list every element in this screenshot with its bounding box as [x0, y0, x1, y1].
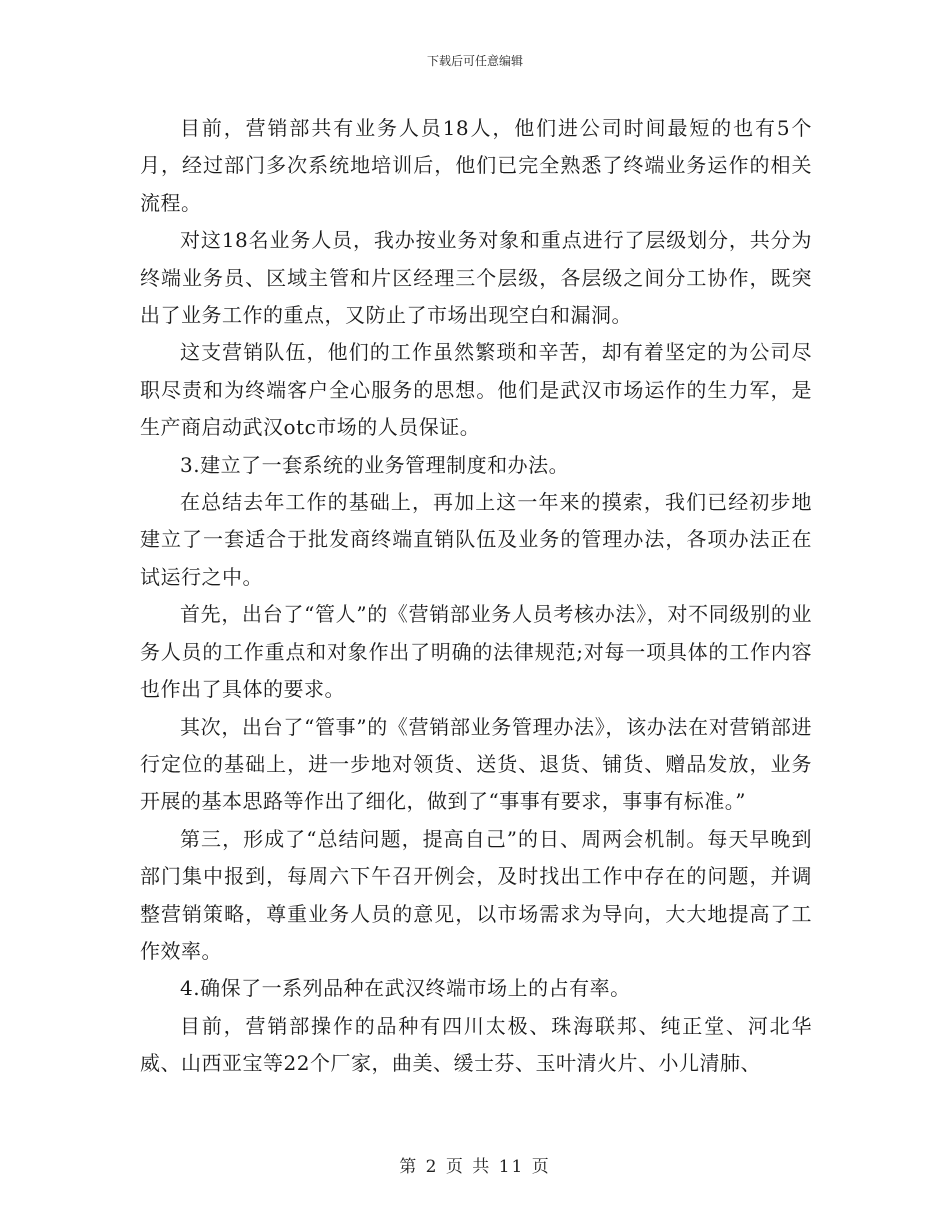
- paragraph: 目前，营销部共有业务人员18人，他们进公司时间最短的也有5个月，经过部门多次系统地培训后，他们已完全熟悉了终端业务运作的相关流程。: [140, 116, 812, 215]
- paragraph: 首先，出台了“管人”的《营销部业务人员考核办法》，对不同级别的业务人员的工作重点和对象作出了明确的法律规范;对每一项具体的工作内容也作出了具体的要求。: [140, 602, 812, 702]
- paragraph: 在总结去年工作的基础上，再加上这一年来的摸索，我们已经初步地建立了一套适合于批发商终端直销队伍及业务的管理办法，各项办法正在试运行之中。: [140, 490, 812, 589]
- paragraph: 对这18名业务人员，我办按业务对象和重点进行了层级划分，共分为终端业务员、区域主管和片区经理三个层级，各层级之间分工协作，既突出了业务工作的重点，又防止了市场出现空白和漏洞。: [140, 228, 812, 328]
- paragraph: 第三，形成了“总结问题，提高自己”的日、周两会机制。每天早晚到部门集中报到，每周六下午召开例会，及时找出工作中存在的问题，并调整营销策略，尊重业务人员的意见，以市场需求为导向，大大地提高了工作效率。: [140, 826, 812, 963]
- paragraph: 这支营销队伍，他们的工作虽然繁琐和辛苦，却有着坚定的为公司尽职尽责和为终端客户全心服务的思想。他们是武汉市场运作的生力军，是生产商启动武汉otc市场的人员保证。: [140, 340, 812, 440]
- paragraph: 其次，出台了“管事”的《营销部业务管理办法》，该办法在对营销部进行定位的基础上，进一步地对领货、送货、退货、铺货、赠品发放，业务开展的基本思路等作出了细化，做到了“事事有要求，事事有标准。”: [140, 714, 812, 814]
- section-heading: 4.确保了一系列品种在武汉终端市场上的占有率。: [180, 976, 631, 1001]
- paragraph: 目前，营销部操作的品种有四川太极、珠海联邦、纯正堂、河北华威、山西亚宝等22个厂家，曲美、缓士芬、玉叶清火片、小儿清肺、: [140, 1013, 812, 1076]
- page-header: 下载后可任意编辑: [426, 54, 523, 68]
- body-content: [140, 110, 812, 1083]
- page-number-footer: 第 2 页 共 11 页: [399, 1157, 551, 1177]
- section-heading: 3.建立了一套系统的业务管理制度和办法。: [180, 452, 570, 477]
